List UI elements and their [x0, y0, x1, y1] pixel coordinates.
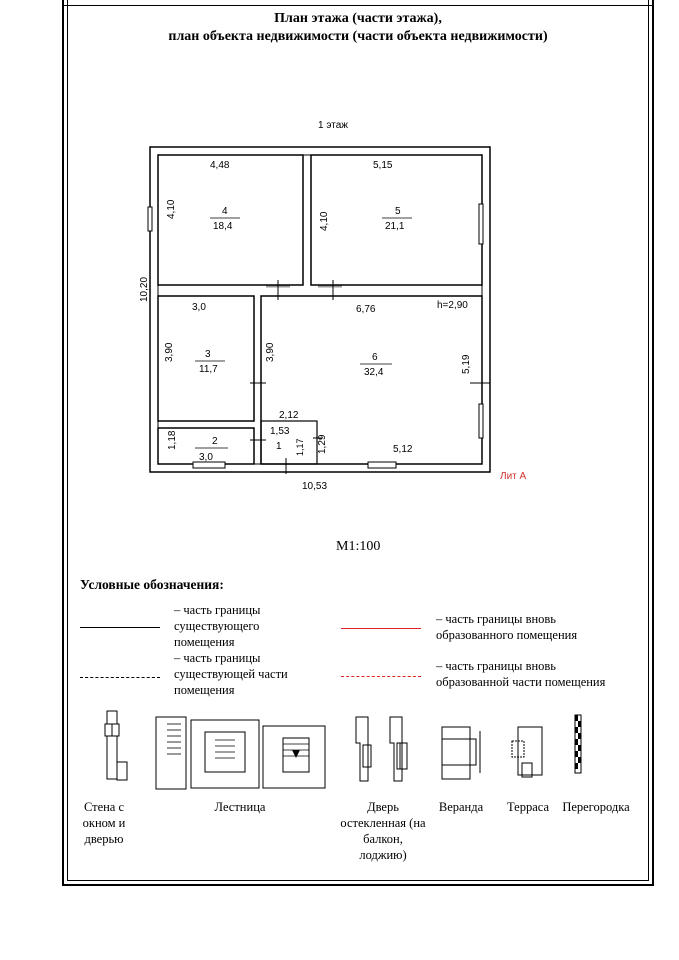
- room-6-side: 5,19: [461, 354, 472, 374]
- room-6-width: 6,76: [356, 304, 376, 315]
- new-part-line: [341, 676, 421, 677]
- staircase-icon: [153, 714, 329, 794]
- room-5-number: 5: [395, 206, 401, 217]
- overall-height: 10,20: [139, 276, 150, 302]
- room-6-bottom: 5,12: [393, 444, 413, 455]
- existing-part-text: – часть границы существующей части помещения: [174, 651, 288, 697]
- existing-part-line: [80, 677, 160, 678]
- terrace-label: Терраса: [506, 800, 549, 814]
- glazed-door-icon: [354, 713, 416, 785]
- room-4-width: 4,48: [210, 160, 230, 171]
- terrace-icon: [508, 723, 548, 783]
- room-5-depth: 4,10: [319, 211, 330, 231]
- page-title-line2: план объекта недвижимости (части объекта недвижимости): [168, 29, 548, 44]
- ceiling-height: h=2,90: [437, 300, 468, 311]
- room-3-number: 3: [205, 349, 211, 360]
- wall-window-door-label: Стена с окном и дверью: [82, 800, 126, 846]
- room-6-depth: 3,90: [265, 342, 276, 362]
- room-4-number: 4: [222, 206, 228, 217]
- floor-label: 1 этаж: [318, 120, 348, 131]
- room-1-depth: 1,17: [295, 438, 305, 456]
- lit-label: Лит А: [500, 471, 527, 482]
- room-5-width: 5,15: [373, 160, 393, 171]
- room-6-number: 6: [372, 352, 378, 363]
- existing-room-text: – часть границы существующего помещения: [174, 603, 261, 649]
- room-4-depth: 4,10: [166, 199, 177, 219]
- room-1-side: 1,29: [317, 434, 328, 454]
- room-2-depth: 1,18: [167, 430, 178, 450]
- room-3-depth: 3,90: [164, 342, 175, 362]
- staircase-label: Лестница: [214, 800, 266, 814]
- legend-title: Условные обозначения:: [80, 577, 224, 592]
- veranda-icon: [436, 723, 488, 783]
- veranda-label: Веранда: [438, 800, 484, 814]
- new-room-text: – часть границы вновь образованного помещения: [436, 612, 578, 642]
- room-5-area: 21,1: [385, 221, 405, 232]
- new-part-text: – часть границы вновь образованной части помещения: [436, 659, 606, 689]
- page-title-line1: План этажа (части этажа),: [274, 11, 442, 26]
- room-6-inner: 2,12: [279, 410, 299, 421]
- partition-icon: [572, 714, 584, 776]
- new-room-line: [341, 628, 421, 629]
- room-2-width: 3,0: [199, 452, 213, 463]
- room-3-area: 11,7: [199, 364, 218, 375]
- room-3-width: 3,0: [192, 302, 206, 313]
- room-1-width: 1,53: [270, 426, 290, 437]
- room-1-number: 1: [276, 441, 282, 452]
- room-2-number: 2: [212, 436, 218, 447]
- existing-room-line: [80, 627, 160, 628]
- room-4-area: 18,4: [213, 221, 233, 232]
- scale-label: М1:100: [336, 539, 381, 554]
- room-6-area: 32,4: [364, 367, 384, 378]
- glazed-door-label: Дверь остекленная (на балкон, лоджию): [340, 800, 426, 862]
- wall-window-door-icon: [100, 710, 130, 782]
- overall-width: 10,53: [302, 481, 328, 492]
- partition-label: Перегородка: [562, 800, 630, 814]
